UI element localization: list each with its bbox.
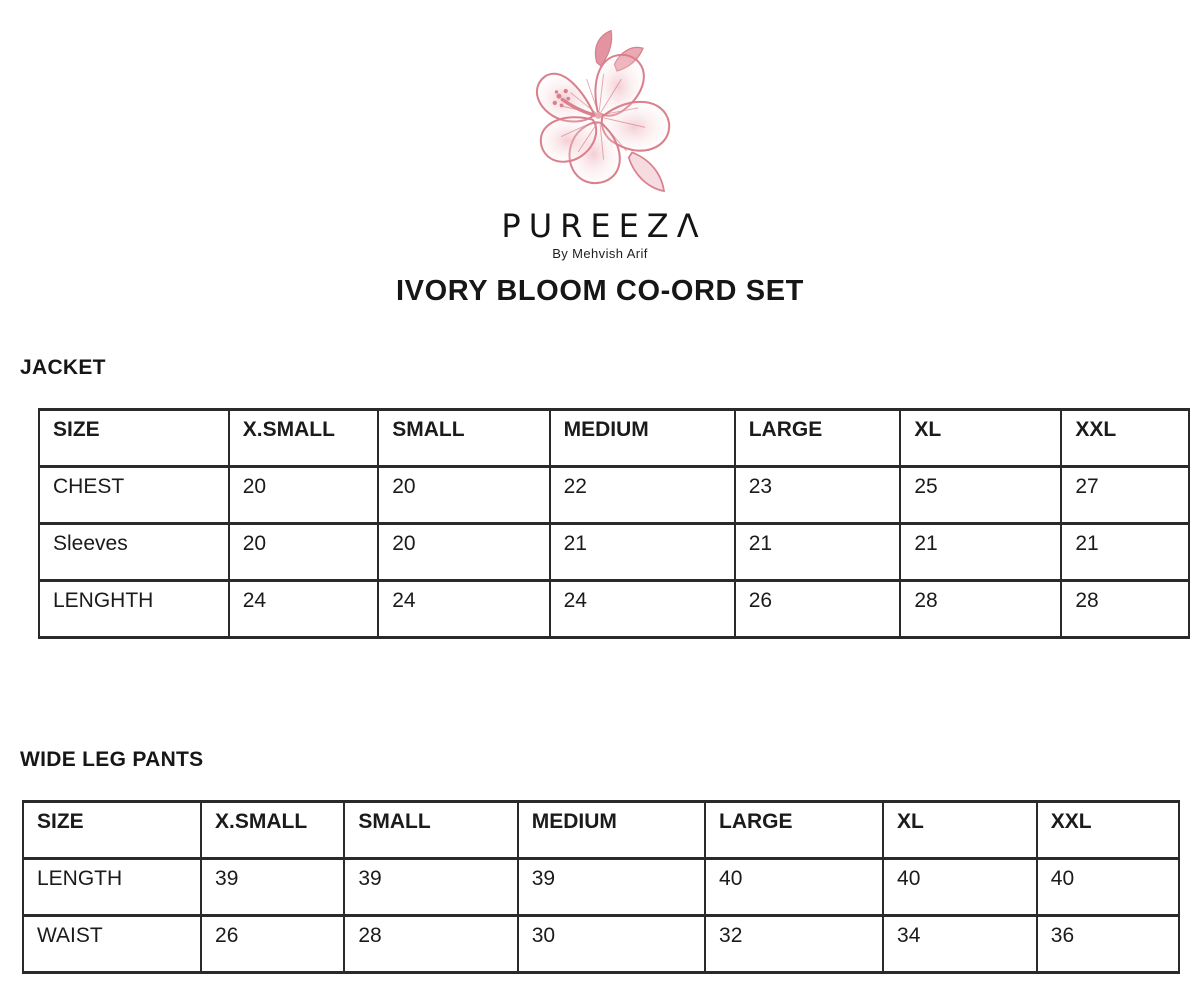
column-header-xxl: XXL <box>1037 802 1179 859</box>
size-value-cell: 24 <box>229 581 379 638</box>
row-label-chest: CHEST <box>39 467 229 524</box>
size-value-cell: 22 <box>550 467 735 524</box>
size-value-cell: 36 <box>1037 916 1179 973</box>
hibiscus-flower-icon <box>517 28 685 208</box>
brand-tagline: By Mehvish Arif <box>552 246 648 261</box>
column-header-large: LARGE <box>735 410 901 467</box>
section-heading-wide-leg-pants: WIDE LEG PANTS <box>20 748 204 771</box>
measurement-row <box>39 581 1189 638</box>
jacket-size-table <box>38 408 1190 639</box>
column-header-xxl: XXL <box>1061 410 1189 467</box>
size-value-cell: 40 <box>705 859 883 916</box>
size-value-cell: 39 <box>201 859 344 916</box>
column-header-size: SIZE <box>23 802 201 859</box>
measurement-row <box>23 859 1179 916</box>
column-header-medium: MEDIUM <box>518 802 705 859</box>
size-value-cell: 30 <box>518 916 705 973</box>
size-value-cell: 21 <box>735 524 901 581</box>
size-value-cell: 39 <box>518 859 705 916</box>
size-value-cell: 24 <box>550 581 735 638</box>
size-value-cell: 21 <box>1061 524 1189 581</box>
size-value-cell: 25 <box>900 467 1061 524</box>
size-value-cell: 28 <box>900 581 1061 638</box>
header-row <box>39 410 1189 467</box>
row-label-length: LENGTH <box>23 859 201 916</box>
size-value-cell: 21 <box>900 524 1061 581</box>
size-value-cell: 20 <box>378 524 549 581</box>
size-value-cell: 24 <box>378 581 549 638</box>
size-value-cell: 28 <box>1061 581 1189 638</box>
column-header-large: LARGE <box>705 802 883 859</box>
size-value-cell: 21 <box>550 524 735 581</box>
column-header-medium: MEDIUM <box>550 410 735 467</box>
size-value-cell: 40 <box>1037 859 1179 916</box>
column-header-size: SIZE <box>39 410 229 467</box>
column-header-small: SMALL <box>344 802 517 859</box>
size-value-cell: 20 <box>229 524 379 581</box>
measurement-row <box>39 524 1189 581</box>
measurement-row <box>39 467 1189 524</box>
header-row <box>23 802 1179 859</box>
row-label-waist: WAIST <box>23 916 201 973</box>
wide-leg-pants-size-table <box>22 800 1180 974</box>
size-value-cell: 26 <box>735 581 901 638</box>
size-value-cell: 20 <box>378 467 549 524</box>
size-value-cell: 39 <box>344 859 517 916</box>
product-title: IVORY BLOOM CO-ORD SET <box>396 275 804 307</box>
size-value-cell: 20 <box>229 467 379 524</box>
size-value-cell: 40 <box>883 859 1037 916</box>
size-value-cell: 28 <box>344 916 517 973</box>
measurement-row <box>23 916 1179 973</box>
column-header-small: SMALL <box>378 410 549 467</box>
size-value-cell: 34 <box>883 916 1037 973</box>
column-header-xl: XL <box>883 802 1037 859</box>
size-value-cell: 32 <box>705 916 883 973</box>
size-value-cell: 26 <box>201 916 344 973</box>
size-value-cell: 27 <box>1061 467 1189 524</box>
column-header-xl: XL <box>900 410 1061 467</box>
column-header-x-small: X.SMALL <box>201 802 344 859</box>
section-heading-jacket: JACKET <box>20 356 106 379</box>
row-label-lenghth: LENGHTH <box>39 581 229 638</box>
brand-wordmark: PUREEZΛ <box>501 207 707 245</box>
size-value-cell: 23 <box>735 467 901 524</box>
row-label-sleeves: Sleeves <box>39 524 229 581</box>
column-header-x-small: X.SMALL <box>229 410 379 467</box>
